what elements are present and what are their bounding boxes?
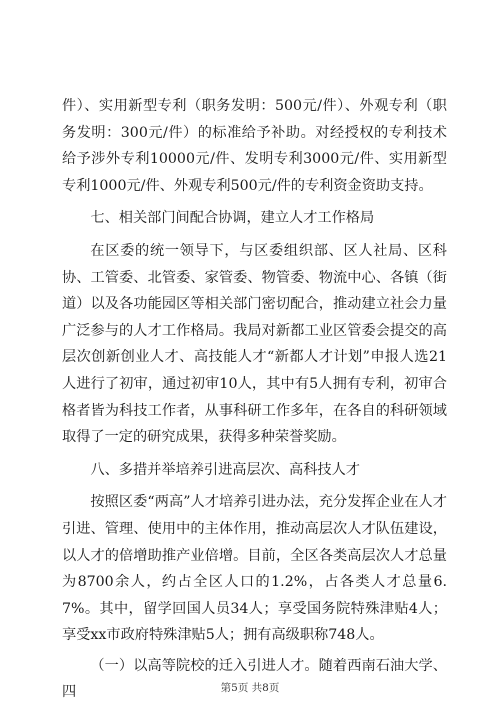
- paragraph-patent-subsidy: 件）、实用新型专利（职务发明：500元/件）、外观专利（职务发明：300元/件）的标准给予补助。对经授权的专利技术给予涉外专利10000元/件、发明专利3000元/件、实用新型专利1000元/件、外观专利500元/件的专利资金资助支持。: [62, 98, 447, 194]
- section-heading-7: 七、相关部门间配合协调，建立人才工作格局: [90, 210, 375, 227]
- paragraph-universities: （一）以高等院校的迁入引进人才。随着西南石油大学、四: [62, 657, 447, 701]
- page-number-footer: 第5页 共8页: [220, 682, 280, 694]
- paragraph-talent-statistics: 按照区委“两高”人才培养引进办法，充分发挥企业在人才引进、管理、使用中的主体作用，推动高层次人才队伍建设，以人才的倍增助推产业倍增。目前，全区各类高层次人才总量为8700余人，约占全区人口的1.2%，占各类人才总量6.7%。其中，留学回国人员34人；享受国务院特殊津贴4人；享受xx市政府特殊津贴5人；拥有高级职称748人。: [62, 494, 447, 644]
- section-heading-8: 八、多措并举培养引进高层次、高科技人才: [90, 461, 360, 478]
- paragraph-coordination: 在区委的统一领导下，与区委组织部、区人社局、区科协、工管委、北管委、家管委、物管委、物流中心、各镇（街道）以及各功能园区等相关部门密切配合，推动建立社会力量广泛参与的人才工作格局。我局对新都工业区管委会提交的高层次创新创业人才、高技能人才“新都人才计划”申报人选21人进行了初审，通过初审10人，其中有5人拥有专利，初审合格者皆为科技工作者，从事科研工作多年，在各自的科研领域取得了一定的研究成果，获得多种荣誉奖励。: [62, 242, 447, 446]
- document-body: [62, 93, 447, 706]
